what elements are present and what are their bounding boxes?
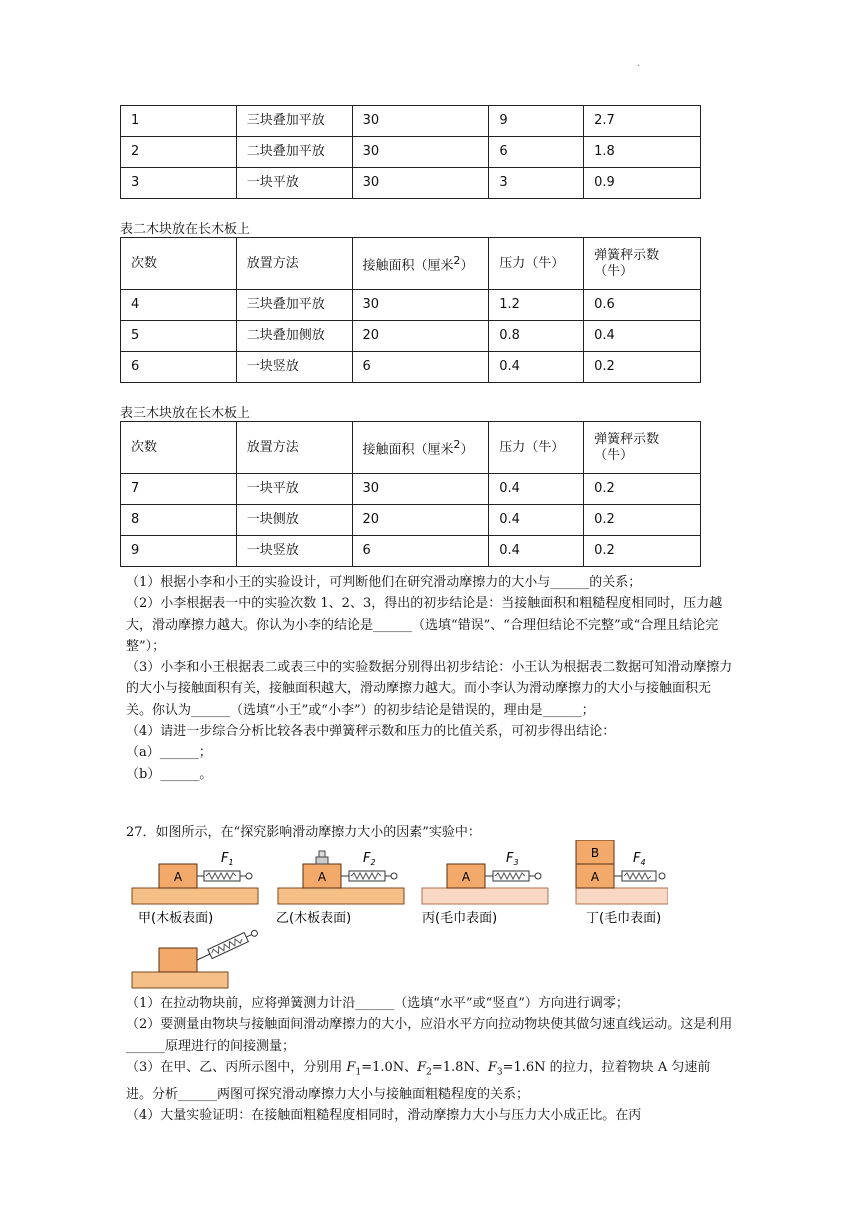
table-cell: 0.2 (584, 536, 701, 567)
table-cell: 9 (121, 536, 237, 567)
pull-ring (250, 929, 258, 937)
table-cell: 9 (489, 106, 584, 137)
setup-bing (422, 851, 548, 926)
table-cell: 0.9 (584, 168, 701, 199)
table-cell: 一块平放 (236, 168, 352, 199)
q27-part-2: （2）要测量由物块与接触面间滑动摩擦力的大小，应沿水平方向拉动物块使其做匀速直线运动。这是利用______原理进行的间接测量； (126, 1017, 733, 1054)
header-cell: 弹簧秤示数 （牛） (584, 422, 701, 474)
table-cell: 一块竖放 (236, 352, 352, 383)
setup-yi (276, 851, 404, 926)
caption-bing: 丙(毛巾表面) (422, 911, 498, 926)
header-cell: 压力（牛） (489, 422, 584, 474)
q26-part-a: （a）______； (126, 745, 212, 761)
table-cell: 30 (352, 474, 489, 505)
question-26-parts (126, 572, 736, 785)
inclined-spring-scale (208, 927, 259, 958)
setup-jia (132, 851, 258, 926)
block-b-label: B (590, 846, 600, 860)
table-cell: 6 (121, 352, 237, 383)
header-cell: 压力（牛） (489, 238, 584, 290)
table-cell: 0.4 (489, 536, 584, 567)
table-cell: 6 (352, 536, 489, 567)
table-3 (120, 421, 701, 567)
wood-board (278, 888, 404, 904)
caption-yi: 乙(木板表面) (276, 911, 352, 926)
towel-surface (422, 888, 548, 904)
friction-experiment-figure (128, 840, 668, 992)
header-cell: 弹簧秤示数 （牛） (584, 238, 701, 290)
table-row (121, 474, 701, 505)
table-cell: 0.4 (584, 321, 701, 352)
table-cell: 2 (121, 137, 237, 168)
table-row (121, 137, 701, 168)
table-row (121, 290, 701, 321)
pull-ring (659, 873, 665, 879)
table-cell: 1.2 (489, 290, 584, 321)
table-row (121, 168, 701, 199)
table-cell: 0.2 (584, 352, 701, 383)
table-3-caption: 表三木块放在长木板上 (120, 406, 251, 421)
force-label-f2: $F_2$ (363, 851, 376, 867)
q26-part-1: （1）根据小李和小王的实验设计，可判断他们在研究滑动摩擦力的大小与______的关系； (126, 575, 642, 590)
table-cell: 30 (352, 137, 489, 168)
question-27-title: 27．如图所示，在“探究影响滑动摩擦力大小的因素”实验中： (126, 825, 481, 840)
header-cell: 次数 (121, 238, 237, 290)
table-cell: 0.2 (584, 505, 701, 536)
q27-part-1: （1）在拉动物块前，应将弹簧测力计沿______（选填“水平”或“竖直”）方向进行调零； (126, 996, 629, 1011)
table-cell: 0.4 (489, 505, 584, 536)
page-mark: . (637, 58, 641, 69)
table-cell: 6 (489, 137, 584, 168)
table-row (121, 106, 701, 137)
table-cell: 30 (352, 168, 489, 199)
pull-ring (535, 873, 541, 879)
towel-surface (576, 888, 668, 904)
pull-ring (391, 873, 397, 879)
table-2-caption: 表二木块放在长木板上 (120, 222, 251, 237)
block-a-label: A (461, 870, 471, 884)
pull-ring (246, 873, 252, 879)
table-cell: 0.8 (489, 321, 584, 352)
block-a-label: A (173, 870, 183, 884)
table-cell: 8 (121, 505, 237, 536)
table-cell: 4 (121, 290, 237, 321)
block-a-label: A (590, 870, 600, 884)
pull-line (246, 935, 251, 938)
table-header-row (121, 238, 701, 290)
caption-jia: 甲(木板表面) (138, 911, 214, 926)
header-cell: 接触面积（厘米$^2$） (352, 238, 489, 290)
wood-board (132, 888, 258, 904)
table-row (121, 505, 701, 536)
table-cell: 2.7 (584, 106, 701, 137)
table-cell: 20 (352, 505, 489, 536)
q27-part-4: （4）大量实验证明：在接触面粗糙程度相同时，滑动摩擦力大小与压力大小成正比。在丙 (126, 1108, 642, 1124)
table-cell: 3 (489, 168, 584, 199)
table-cell: 一块侧放 (236, 505, 352, 536)
header-cell: 放置方法 (236, 238, 352, 290)
weight-knob (319, 851, 325, 857)
table-cell: 三块叠加平放 (236, 106, 352, 137)
table-cell: 三块叠加平放 (236, 290, 352, 321)
force-label-f4: $F_4$ (633, 851, 646, 867)
q26-part-3: （3）小李和小王根据表二或表三中的实验数据分别得出初步结论：小王认为根据表二数据可知滑动摩擦力的大小与接触面积有关，接触面积越大，滑动摩擦力越大。而小李认为滑动摩擦力的大小与接触面积无关。你认为______（选填“小王”或“小李”）的初步结论是错误的，理由是______； (126, 660, 733, 718)
block (159, 948, 197, 972)
wood-board (132, 972, 228, 988)
force-label-f1: $F_1$ (221, 851, 234, 867)
table-cell: 二块叠加平放 (236, 137, 352, 168)
q27-part-3: （3）在甲、乙、丙所示图中，分别用 $F_1=1.0N$、$F_2=1.8N$、$F_3=1.6N$ 的拉力，拉着物块 A 匀速前进。分析______两图可探究滑动摩擦力大小与接触面粗糙程度的关系； (126, 1059, 711, 1102)
table-cell: 5 (121, 321, 237, 352)
q26-part-b: （b）______。 (126, 766, 213, 782)
header-cell: 放置方法 (236, 422, 352, 474)
header-cell: 接触面积（厘米$^2$） (352, 422, 489, 474)
table-cell: 二块叠加侧放 (236, 321, 352, 352)
hook-line (197, 954, 210, 960)
table-cell: 6 (352, 352, 489, 383)
table-1 (120, 105, 701, 199)
table-cell: 20 (352, 321, 489, 352)
table-cell: 0.2 (584, 474, 701, 505)
setup-inclined (132, 927, 259, 988)
table-cell: 7 (121, 474, 237, 505)
question-27-parts (126, 993, 736, 1126)
block-a-label: A (317, 870, 327, 884)
table-cell: 30 (352, 106, 489, 137)
table-cell: 0.4 (489, 352, 584, 383)
table-row (121, 352, 701, 383)
setup-ding (576, 840, 668, 926)
q26-part-2: （2）小李根据表一中的实验次数 1、2、3，得出的初步结论是：当接触面积和粗糙程度相同时，压力越大，滑动摩擦力越大。你认为小李的结论是______（选填“错误”、“合理但结论不完整”或“合理且结论完整”）； (126, 596, 723, 654)
table-row (121, 536, 701, 567)
table-cell: 一块平放 (236, 474, 352, 505)
table-header-row (121, 422, 701, 474)
force-label-f3: $F_3$ (506, 851, 519, 867)
table-cell: 30 (352, 290, 489, 321)
table-row (121, 321, 701, 352)
table-cell: 一块竖放 (236, 536, 352, 567)
table-2 (120, 237, 701, 383)
spring-scale (208, 933, 248, 959)
table-cell: 0.4 (489, 474, 584, 505)
table-cell: 1.8 (584, 137, 701, 168)
table-cell: 1 (121, 106, 237, 137)
q26-part-4: （4）请进一步综合分析比较各表中弹簧秤示数和压力的比值关系，可初步得出结论： (126, 724, 616, 740)
caption-ding: 丁(毛巾表面) (586, 911, 662, 926)
table-cell: 0.6 (584, 290, 701, 321)
header-cell: 次数 (121, 422, 237, 474)
table-cell: 3 (121, 168, 237, 199)
weight (316, 857, 328, 864)
